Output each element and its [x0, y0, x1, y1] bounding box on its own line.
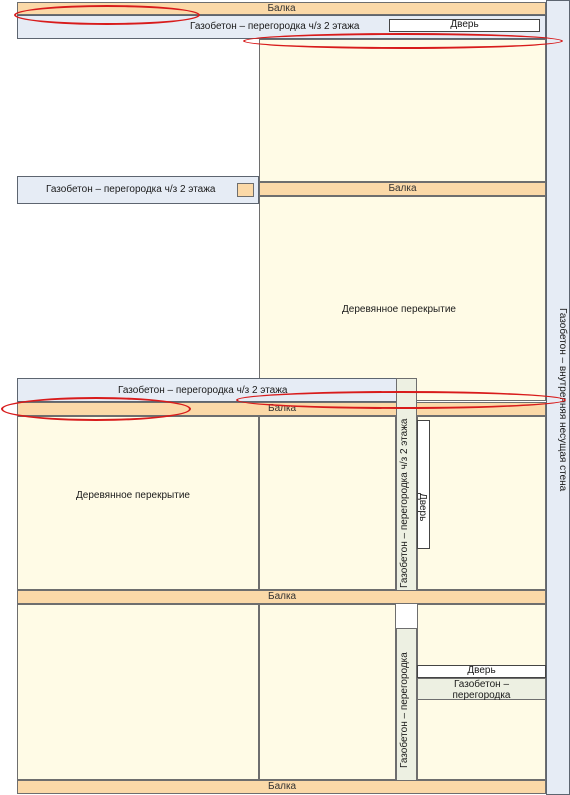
- highlight-ring-top-right: [243, 33, 563, 49]
- floor-upper-2: [259, 196, 546, 401]
- highlight-ring-top-left: [14, 5, 200, 25]
- floor-upper-1: [259, 39, 546, 182]
- highlight-ring-mid-right: [236, 391, 566, 409]
- floor-bottom-mid: [259, 604, 396, 780]
- partition-left-upper-label: Газобетон – перегородка ч/з 2 этажа: [46, 184, 216, 195]
- beam-2: Балка: [259, 182, 546, 196]
- small-beam-stub: [237, 183, 254, 197]
- bearing-wall-label: Газобетон – внутренняя несущая стена: [557, 307, 568, 492]
- door-vertical: Дверь: [417, 420, 430, 549]
- beam-bottom: Балка: [17, 780, 546, 794]
- floor-lower-left: [17, 416, 259, 590]
- floor-lower-right: [417, 416, 546, 590]
- floor-lower-mid: [259, 416, 396, 590]
- floor-lower-left-label: Деревянное перекрытие: [76, 490, 190, 501]
- beam-4: Балка: [17, 590, 546, 604]
- floor-bottom-left: [17, 604, 259, 780]
- door-right-bottom: Дверь: [417, 665, 546, 678]
- partition-vertical-2floor: [396, 378, 417, 600]
- floor-upper-label: Деревянное перекрытие: [342, 304, 456, 315]
- beam-top: Балка: [17, 2, 546, 15]
- highlight-ring-mid-left: [1, 397, 191, 421]
- partition-vertical-bottom: [396, 628, 417, 790]
- door-top: Дверь: [389, 19, 540, 32]
- beam-3: Балка: [17, 402, 546, 416]
- partition-top-label: Газобетон – перегородка ч/з 2 этажа: [190, 21, 360, 32]
- partition-right-bottom: [417, 678, 546, 700]
- partition-vertical-bottom-label: Газобетон – перегородка: [399, 652, 410, 768]
- partition-vertical-2floor-label: Газобетон – перегородка ч/з 2 этажа: [399, 418, 410, 589]
- partition-right-bottom-label: Газобетон – перегородка: [452, 679, 511, 701]
- partition-left-upper: [17, 176, 259, 204]
- partition-left-lower-label: Газобетон – перегородка ч/з 2 этажа: [118, 385, 288, 396]
